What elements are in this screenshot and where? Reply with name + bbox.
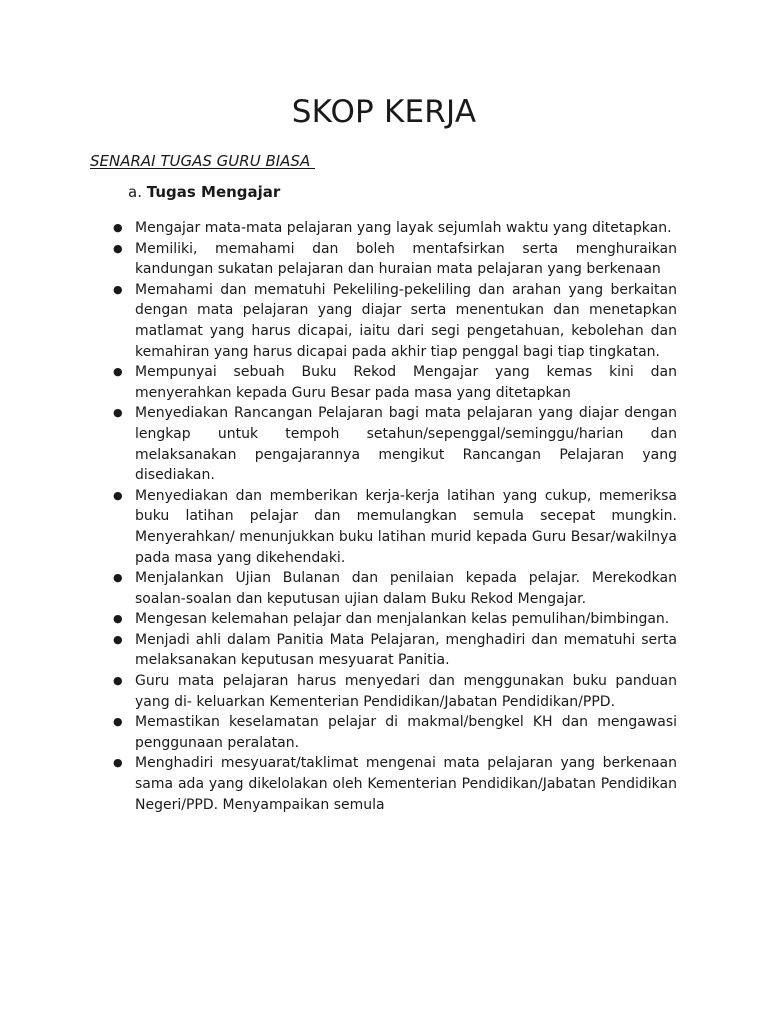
bullet-dot-icon: ● [113,632,123,646]
subsection-label: Tugas Mengajar [146,183,281,201]
duty-text: Menjalankan Ujian Bulanan dan penilaian kepada pelajar. Merekodkan soalan-soalan dan keputusan ujian dalam Buku Rekod Mengajar. [135,570,677,607]
section-heading: SENARAI TUGAS GURU BIASA [90,152,315,170]
list-item [113,362,677,403]
duty-text: Menjadi ahli dalam Panitia Mata Pelajaran, menghadiri dan mematuhi serta melaksanakan keputusan mesyuarat Panitia. [135,631,677,669]
list-item [113,568,677,609]
duty-list [113,218,677,815]
duty-text: Menyediakan Rancangan Pelajaran bagi mata pelajaran yang diajar dengan lengkap untuk tempoh setahun/sepenggal/seminggu/harian dan melaksanakan pengajarannya mengikut Rancangan Pelajaran yang disediakan. [135,405,677,484]
bullet-dot-icon: ● [113,715,123,729]
duty-text: Menyediakan dan memberikan kerja-kerja latihan yang cukup, memeriksa buku latihan pelajar dan memulangkan semula secepat mungkin. Menyerahkan/ menunjukkan buku latihan murid kepada Guru Besar/wakilnya pada masa yang dikehendaki. [135,487,677,566]
duty-text: Menghadiri mesyuarat/taklimat mengenai mata pelajaran yang berkenaan sama ada yang dikelolakan oleh Kementerian Pendidikan/Jabatan Pendidikan Negeri/PPD. Menyampaikan semula [135,755,677,813]
subsection-marker: a. [128,183,142,201]
duty-text: Guru mata pelajaran harus menyedari dan menggunakan buku panduan yang di- keluarkan Kementerian Pendidikan/Jabatan Pendidikan/PPD. [135,673,677,710]
bullet-dot-icon: ● [113,674,123,688]
list-item [113,630,677,671]
duty-text: Memastikan keselamatan pelajar di makmal/bengkel KH dan mengawasi penggunaan peralatan. [135,714,677,751]
duty-text: Mengesan kelemahan pelajar dan menjalankan kelas pemulihan/bimbingan. [135,611,670,628]
bullet-dot-icon: ● [113,488,123,502]
list-item [113,712,677,753]
bullet-dot-icon: ● [113,571,123,585]
duty-text: Memiliki, memahami dan boleh mentafsirkan serta menghuraikan kandungan sukatan pelajaran dan huraian mata pelajaran yang berkenaan [135,240,677,278]
bullet-dot-icon: ● [113,756,123,770]
bullet-dot-icon: ● [113,241,123,255]
list-item [113,218,677,239]
list-item [113,753,677,815]
bullet-dot-icon: ● [113,612,123,626]
subsection-heading [128,182,280,202]
list-item [113,280,677,362]
bullet-dot-icon: ● [113,406,123,420]
page-title: SKOP KERJA [291,94,477,130]
bullet-dot-icon: ● [113,365,123,379]
duty-text: Memahami dan mematuhi Pekeliling-pekeliling dan arahan yang berkaitan dengan mata pelajaran yang diajar serta menentukan dan menetapkan matlamat yang harus dicapai, iaitu dari segi pengetahuan, kebolehan dan kemahiran yang harus dicapai pada akhir tiap penggal bagi tiap tingkatan. [135,281,677,360]
bullet-dot-icon: ● [113,282,123,296]
duty-text: Mengajar mata-mata pelajaran yang layak sejumlah waktu yang ditetapkan. [135,220,672,236]
bullet-dot-icon: ● [113,221,123,234]
duty-text: Mempunyai sebuah Buku Rekod Mengajar yang kemas kini dan menyerahkan kepada Guru Besar pada masa yang ditetapkan [135,364,677,401]
list-item [113,671,677,712]
list-item [113,609,677,630]
list-item [113,486,677,568]
list-item [113,403,677,485]
list-item [113,239,677,280]
